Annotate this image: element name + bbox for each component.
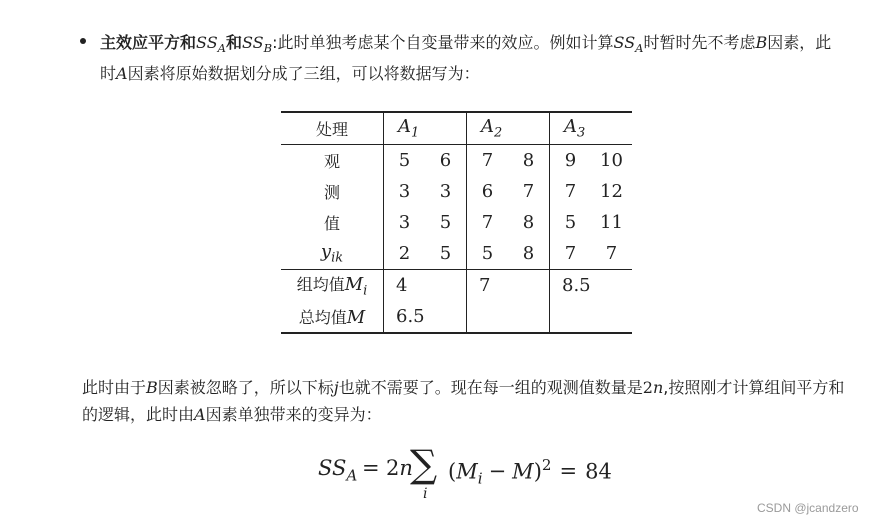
cell: 6 [425,145,467,177]
cell: 5 [398,150,411,171]
cell: 5 [481,243,494,264]
group-mean-a1: 4 [384,270,467,302]
cell: 3 [398,181,411,202]
data-table [281,111,632,334]
header-a3: $A_3$ [550,112,633,145]
formula-eq: = [362,456,380,480]
table-row [281,145,632,177]
bullet-text-3: 因素，此时 [100,33,832,84]
table-row [281,207,632,238]
summation-sign: ∑ [410,442,438,486]
explanation-paragraph: 此时由于B因素被忽略了，所以下标j也就不需要了。现在每一组的观测值数量是2n,按照刚才计算组间平方和的逻辑，此时由A因素单独带来的变异为： [82,378,845,424]
cell: 3 [398,212,411,233]
bullet-text-1: :此时单独考虑某个自变量带来的效应。例如计算 [272,33,614,52]
cell: 2 [398,243,411,264]
bullet-title: 主效应平方和 [100,33,197,52]
ss-a-symbol: $SS_A$ [196,33,226,56]
cell: 8 [508,145,550,177]
header-a1: $A_1$ [384,112,467,145]
formula-body: $(M_i - M)^2 = 84$ [448,456,612,488]
cell: 6 [481,181,494,202]
bullet-dot [80,38,86,44]
var-a: A [194,405,206,424]
header-treatment: 处理 [281,112,384,145]
cell: 7 [564,243,577,264]
bullet-paragraph [100,30,840,87]
cell: 10 [600,150,623,171]
empty-cell [467,301,550,333]
cell: 3 [425,176,467,207]
var-j: j [333,378,339,397]
bullet-text-4: 因素将原始数据划分成了三组，可以将数据写为： [127,64,480,84]
grand-mean-label: 总均值M [281,301,384,333]
grand-mean-row [281,301,632,333]
row-label-ce: 测 [281,176,384,207]
and-word: 和 [225,33,242,52]
table-row [281,176,632,207]
table-row [281,238,632,270]
formula-lhs: $SS_A$ [318,456,358,485]
cell: 5 [564,212,577,233]
group-mean-a2: 7 [467,270,550,302]
group-mean-row [281,270,632,302]
cell: 8 [508,207,550,238]
ss-a-formula [318,442,618,506]
cell: 7 [564,181,577,202]
bullet-text-2: 时暂时先不考虑 [643,33,756,52]
cell: 11 [600,212,623,233]
cell: 9 [564,150,577,171]
group-mean-a3: 8.5 [550,270,633,302]
summation-index: i [423,486,428,502]
cell: 12 [600,181,623,202]
csdn-watermark: CSDN @jcandzero [757,501,859,515]
table-header-row [281,112,632,145]
cell: 5 [425,238,467,270]
ss-a-symbol-2: $SS_A$ [613,33,644,56]
var-b: B [146,378,158,397]
var-a: A [116,64,128,84]
cell: 5 [425,207,467,238]
count-two: 2 [642,378,653,397]
formula-2n: 2n [386,456,413,480]
row-label-guan: 观 [281,145,384,177]
header-a2: $A_2$ [467,112,550,145]
var-b: B [755,33,768,52]
var-n: n [652,378,664,397]
grand-mean-value: 6.5 [384,301,467,333]
cell: 7 [508,176,550,207]
ss-b-symbol: $SS_B$ [242,33,273,56]
empty-cell [550,301,633,333]
cell: 7 [605,243,618,264]
cell: 7 [481,150,494,171]
row-label-zhi: 值 [281,207,384,238]
cell: 7 [481,212,494,233]
row-label-yik: $y_{ik}$ [281,238,384,270]
group-mean-label: 组均值$M_i$ [281,270,384,302]
cell: 8 [508,238,550,270]
